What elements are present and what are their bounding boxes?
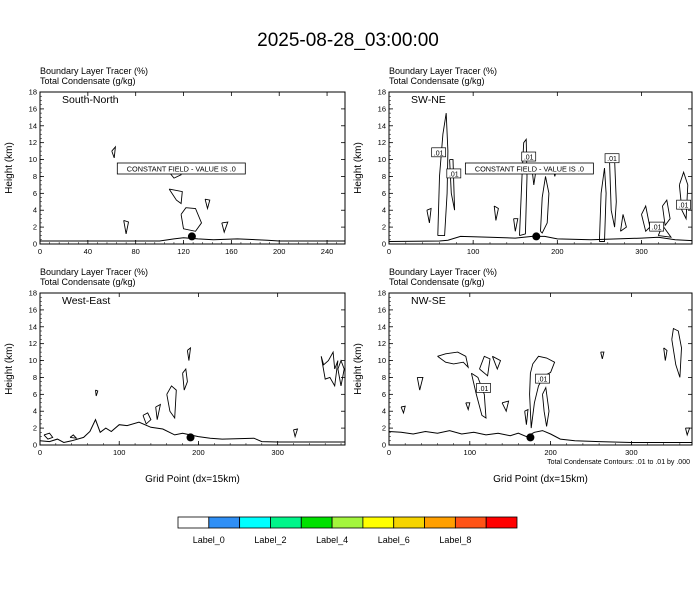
y-tick-label: 10: [28, 155, 37, 165]
boundary-layer-contour: [389, 236, 692, 241]
location-marker: [526, 433, 534, 441]
y-tick-label: 16: [28, 305, 37, 315]
colorbar-swatch: [209, 517, 240, 528]
condensate-contour: [143, 413, 151, 424]
panel-sw-ne: [353, 66, 692, 256]
condensate-contour: [494, 206, 498, 220]
condensate-contour: [672, 329, 682, 378]
colorbar: [178, 517, 517, 545]
y-tick-label: 12: [377, 339, 386, 349]
x-tick-label: 0: [37, 448, 43, 457]
y-axis-label: Height (km): [4, 343, 15, 395]
x-tick-label: 200: [272, 247, 286, 256]
location-marker: [187, 433, 195, 441]
contour-label: .01: [678, 202, 689, 210]
y-tick-label: 4: [32, 205, 37, 215]
section-label: South-North: [62, 94, 119, 106]
condensate-contour: [525, 410, 528, 425]
y-tick-label: 4: [381, 406, 386, 416]
y-tick-label: 18: [28, 288, 37, 298]
condensate-contour: [438, 352, 469, 367]
contour-label: .01: [433, 150, 444, 158]
y-tick-label: 2: [32, 222, 37, 232]
contour-label: .01: [448, 171, 459, 179]
y-tick-label: 12: [28, 138, 37, 148]
y-tick-label: 18: [377, 288, 386, 298]
condensate-contour: [124, 220, 129, 234]
condensate-contour: [610, 160, 617, 228]
plot-frame: [40, 293, 345, 445]
y-tick-label: 2: [381, 222, 386, 232]
x-tick-label: 0: [37, 247, 43, 256]
condensate-contour: [642, 206, 650, 231]
condensate-contour: [294, 429, 298, 437]
y-tick-label: 12: [28, 339, 37, 349]
x-tick-label: 0: [386, 448, 392, 457]
condensate-contour: [401, 406, 405, 413]
section-label: SW-NE: [411, 94, 446, 106]
y-axis-label: Height (km): [353, 142, 364, 194]
condensate-contour: [96, 390, 98, 396]
y-axis-label: Height (km): [4, 142, 15, 194]
condensate-contour: [621, 214, 627, 231]
plot-frame: [389, 293, 692, 445]
condensate-contour: [169, 189, 182, 203]
panel-header-line: Boundary Layer Tracer (%): [40, 66, 149, 76]
location-marker: [532, 232, 540, 240]
y-tick-label: 4: [381, 205, 386, 215]
y-tick-label: 0: [32, 239, 37, 249]
colorbar-swatch: [178, 517, 209, 528]
y-tick-label: 6: [32, 389, 37, 399]
y-tick-label: 0: [32, 440, 37, 450]
page-title: 2025-08-28_03:00:00: [257, 30, 439, 51]
constant-field-note: CONSTANT FIELD - VALUE IS .0: [126, 164, 236, 174]
y-tick-label: 16: [28, 104, 37, 114]
condensate-contour: [183, 369, 188, 390]
panel-header-line: Boundary Layer Tracer (%): [389, 267, 498, 277]
x-axis-label: Grid Point (dx=15km): [145, 474, 240, 485]
location-marker: [188, 232, 196, 240]
y-tick-label: 16: [377, 305, 386, 315]
colorbar-swatch: [332, 517, 363, 528]
x-tick-label: 160: [225, 247, 238, 256]
y-tick-label: 2: [32, 423, 37, 433]
condensate-contour: [167, 386, 177, 418]
condensate-contour: [492, 356, 500, 369]
condensate-contour: [530, 356, 555, 428]
y-tick-label: 14: [377, 322, 386, 332]
section-label: NW-SE: [411, 295, 446, 307]
colorbar-label: Label_4: [316, 535, 349, 545]
condensate-contour: [664, 348, 667, 361]
condensate-contour: [417, 377, 423, 390]
x-axis-label: Grid Point (dx=15km): [493, 474, 588, 485]
panel-header-line: Total Condensate (g/kg): [389, 76, 485, 86]
condensate-contour: [679, 172, 687, 219]
condensate-contour: [187, 348, 190, 361]
y-tick-label: 6: [381, 389, 386, 399]
section-label: West-East: [62, 295, 111, 307]
colorbar-label: Label_0: [192, 535, 225, 545]
condensate-contour: [438, 113, 448, 236]
colorbar-swatch: [240, 517, 271, 528]
condensate-contour: [181, 208, 201, 232]
condensate-contour: [663, 200, 671, 225]
condensate-contour: [70, 435, 76, 438]
contour-label: .01: [537, 376, 548, 384]
y-tick-label: 2: [381, 423, 386, 433]
colorbar-swatch: [486, 517, 517, 528]
panel-header-line: Total Condensate (g/kg): [40, 76, 136, 86]
y-tick-label: 0: [381, 239, 386, 249]
y-tick-label: 10: [377, 155, 386, 165]
y-tick-label: 18: [377, 87, 386, 97]
condensate-contour: [543, 388, 550, 427]
colorbar-swatch: [270, 517, 301, 528]
condensate-contour: [686, 428, 690, 435]
panel-header-line: Total Condensate (g/kg): [40, 277, 136, 287]
y-tick-label: 6: [32, 188, 37, 198]
condensate-contour: [222, 222, 228, 232]
y-tick-label: 8: [32, 171, 37, 181]
condensate-contour: [466, 403, 470, 410]
condensate-contour: [541, 176, 549, 233]
x-tick-label: 200: [192, 448, 205, 457]
x-tick-label: 240: [320, 247, 334, 256]
x-tick-label: 0: [386, 247, 392, 256]
y-tick-label: 14: [28, 121, 37, 131]
x-tick-label: 100: [463, 448, 477, 457]
condensate-contour: [321, 352, 338, 386]
x-tick-label: 200: [551, 247, 564, 256]
colorbar-swatch: [363, 517, 394, 528]
condensate-contour: [601, 352, 604, 359]
x-tick-label: 200: [544, 448, 557, 457]
condensate-contour: [471, 373, 486, 418]
boundary-layer-contour: [389, 431, 692, 443]
y-tick-label: 12: [377, 138, 386, 148]
colorbar-swatch: [394, 517, 425, 528]
panel-west-east: [4, 267, 345, 485]
colorbar-label: Label_6: [377, 535, 410, 545]
colorbar-swatch: [455, 517, 486, 528]
panel-header-line: Boundary Layer Tracer (%): [389, 66, 498, 76]
panel-south-north: [4, 66, 345, 256]
condensate-contour: [427, 209, 431, 223]
y-tick-label: 8: [381, 372, 386, 382]
colorbar-swatch: [301, 517, 332, 528]
x-tick-label: 100: [112, 448, 126, 457]
contour-label: .01: [478, 385, 489, 393]
condensate-contour: [502, 401, 509, 411]
x-tick-label: 300: [271, 448, 284, 457]
panel-nw-se: [353, 267, 692, 485]
condensate-contour: [599, 168, 606, 242]
x-tick-label: 300: [635, 247, 648, 256]
y-tick-label: 16: [377, 104, 386, 114]
contour-footnote: Total Condensate Contours: .01 to .01 by .000: [547, 459, 690, 466]
condensate-contour: [338, 361, 344, 386]
y-tick-label: 14: [28, 322, 37, 332]
y-tick-label: 8: [381, 171, 386, 181]
y-tick-label: 4: [32, 406, 37, 416]
panel-header-line: Total Condensate (g/kg): [389, 277, 485, 287]
contour-label: .01: [523, 154, 534, 162]
y-tick-label: 14: [377, 121, 386, 131]
colorbar-label: Label_8: [439, 535, 472, 545]
condensate-contour: [156, 405, 161, 420]
x-tick-label: 40: [83, 247, 93, 256]
y-axis-label: Height (km): [353, 343, 364, 395]
panel-header-line: Boundary Layer Tracer (%): [40, 267, 149, 277]
colorbar-label: Label_2: [254, 535, 287, 545]
constant-field-note: CONSTANT FIELD - VALUE IS .0: [474, 164, 584, 174]
y-tick-label: 10: [28, 356, 37, 366]
contour-label: .01: [607, 156, 617, 164]
condensate-contour: [450, 160, 455, 211]
x-tick-label: 120: [177, 247, 190, 256]
condensate-contour: [205, 199, 210, 208]
y-tick-label: 8: [32, 372, 37, 382]
contour-label: .01: [651, 224, 662, 232]
colorbar-swatch: [425, 517, 456, 528]
y-tick-label: 18: [28, 87, 37, 97]
condensate-contour: [112, 147, 116, 158]
y-tick-label: 10: [377, 356, 386, 366]
x-tick-label: 100: [466, 247, 480, 256]
condensate-contour: [44, 433, 53, 439]
condensate-contour: [514, 219, 518, 232]
y-tick-label: 6: [381, 188, 386, 198]
x-tick-label: 300: [625, 448, 638, 457]
condensate-contour: [480, 356, 491, 376]
x-tick-label: 80: [131, 247, 140, 256]
y-tick-label: 0: [381, 440, 386, 450]
